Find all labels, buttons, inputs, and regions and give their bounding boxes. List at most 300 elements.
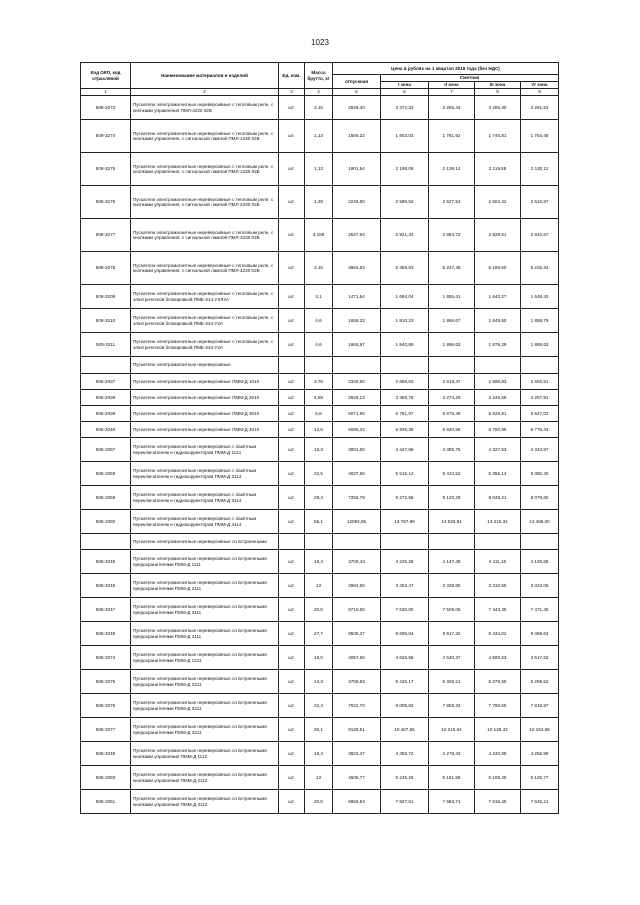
row-release: 3823,47 <box>333 742 381 766</box>
row-zone-2: 5 247,48 <box>429 252 475 285</box>
row-mass: 10,0 <box>305 646 333 670</box>
table-row <box>81 550 559 574</box>
row-zone-2: 1 655,41 <box>429 285 475 309</box>
row-zone-2: 6 840,56 <box>429 422 475 438</box>
row-zone-2: 5 151,58 <box>429 766 475 790</box>
row-zone-1 <box>381 534 429 550</box>
row-zone-2: 4 147,48 <box>429 550 475 574</box>
row-unit: шт. <box>279 694 305 718</box>
row-zone-3: 1 640,27 <box>475 285 521 309</box>
row-unit: шт. <box>279 96 305 120</box>
row-unit: шт. <box>279 333 305 357</box>
row-zone-1: 3 402,47 <box>381 574 429 598</box>
row-mass: 13 <box>305 574 333 598</box>
row-release: 4759,83 <box>333 670 381 694</box>
row-zone-3: 1 745,81 <box>475 120 521 153</box>
row-zone-1: 1 910,23 <box>381 309 429 333</box>
row-zone-4: 4 126,68 <box>521 550 559 574</box>
row-unit: шт. <box>279 598 305 622</box>
table-row <box>81 646 559 670</box>
row-unit: шт. <box>279 438 305 462</box>
row-zone-3: 2 828,61 <box>475 219 521 252</box>
row-code: 509-3345 <box>81 550 131 574</box>
row-code: 509-3376 <box>81 694 131 718</box>
row-zone-4: 3 257,91 <box>521 390 559 406</box>
row-unit: шт. <box>279 486 305 510</box>
row-zone-2: 1 896,63 <box>429 333 475 357</box>
row-zone-3: 4 240,98 <box>475 742 521 766</box>
column-number: 8 <box>475 89 521 96</box>
row-zone-2: 5 675,49 <box>429 406 475 422</box>
row-zone-3: 5 356,14 <box>475 462 521 486</box>
row-name: Пускатели электромагнитные нереверсивные со встроенными предохранителями ПММ-Д 4111 <box>131 622 279 646</box>
row-release: 2340,60 <box>333 374 381 390</box>
row-zone-3: 1 879,29 <box>475 333 521 357</box>
row-zone-3: 5 199,50 <box>475 252 521 285</box>
row-zone-1: 2 189,06 <box>381 153 429 186</box>
row-name: Пускатели электромагнитные нереверсивные со встроенными предохранителями ПММ-Д 3211 <box>131 694 279 718</box>
row-zone-3: 2 504,42 <box>475 186 521 219</box>
row-code: 509-3347 <box>81 598 131 622</box>
row-zone-2: 2 854,72 <box>429 219 475 252</box>
row-zone-2: 4 278,43 <box>429 742 475 766</box>
row-zone-3 <box>475 534 521 550</box>
row-mass: 27,7 <box>305 622 333 646</box>
row-unit <box>279 534 305 550</box>
row-unit: шт. <box>279 153 305 186</box>
row-zone-3: 13 415,34 <box>475 510 521 534</box>
row-mass: 3,76 <box>305 374 333 390</box>
row-zone-2: 1 761,92 <box>429 120 475 153</box>
table-header <box>81 63 559 96</box>
row-zone-3: 4 111,15 <box>475 550 521 574</box>
row-zone-1: 3 358,78 <box>381 390 429 406</box>
row-code: 509-3276 <box>81 186 131 219</box>
table-row <box>81 309 559 333</box>
table-row <box>81 766 559 790</box>
row-zone-1: 6 938,39 <box>381 422 429 438</box>
row-zone-3 <box>475 357 521 374</box>
table-row <box>81 120 559 153</box>
row-zone-4 <box>521 534 559 550</box>
row-name: Пускатели электромагнитные нереверсивные с тепловым реле, с кнопками управления ПМЛ-4220 02Б <box>131 96 279 120</box>
row-name: Пускатели электромагнитные нереверсивные со встроенными предохранителями ПММ-Д 3111 <box>131 598 279 622</box>
row-mass: 30,1 <box>305 718 333 742</box>
header-mass: Масса брутто, кг <box>305 63 333 89</box>
row-zone-3: 3 310,56 <box>475 574 521 598</box>
row-zone-1: 4 356,72 <box>381 742 429 766</box>
row-zone-4: 1 754,48 <box>521 120 559 153</box>
row-unit: шт. <box>279 790 305 814</box>
row-release: 6866,64 <box>333 790 381 814</box>
row-mass: 29,4 <box>305 486 333 510</box>
row-release: 2984,65 <box>333 574 381 598</box>
row-code: 509-3346 <box>81 574 131 598</box>
row-mass: 13,3 <box>305 438 333 462</box>
header-zone-1: I зона <box>381 82 429 89</box>
row-zone-4: 5 125,77 <box>521 766 559 790</box>
row-zone-4: 7 645,21 <box>521 790 559 814</box>
row-name: Пускатели электромагнитные нереверсивные со встроенными кнопками управления ПММ-Д 2112 <box>131 766 279 790</box>
table-row <box>81 422 559 438</box>
row-unit: шт. <box>279 285 305 309</box>
row-zone-2: 3 339,80 <box>429 574 475 598</box>
row-code: 509-3278 <box>81 252 131 285</box>
row-code: 509-3359 <box>81 486 131 510</box>
row-release: 2926,13 <box>333 390 381 406</box>
row-code: 509-3350 <box>81 766 131 790</box>
table-row <box>81 486 559 510</box>
row-code: 509-3348 <box>81 742 131 766</box>
row-zone-2 <box>429 534 475 550</box>
row-mass: 14,3 <box>305 670 333 694</box>
row-code <box>81 357 131 374</box>
row-unit: шт. <box>279 186 305 219</box>
row-mass: 20,6 <box>305 598 333 622</box>
row-mass: 4,6 <box>305 309 333 333</box>
row-mass: 1,13 <box>305 120 333 153</box>
row-name: Пускатели электромагнитные нереверсивные с тепловым реле, с кнопками управления, с сигнальной лампой ПМЛ-3230 02Б <box>131 219 279 252</box>
row-unit: шт. <box>279 742 305 766</box>
row-zone-2: 1 866,67 <box>429 309 475 333</box>
header-unit: Ед. изм. <box>279 63 305 89</box>
row-code: 509-3277 <box>81 219 131 252</box>
row-release: 7256,79 <box>333 486 381 510</box>
row-mass: 22,5 <box>305 462 333 486</box>
row-zone-1: 7 827,61 <box>381 790 429 814</box>
row-zone-2: 7 683,71 <box>429 790 475 814</box>
row-unit: шт. <box>279 766 305 790</box>
row-release: 1471,54 <box>333 285 381 309</box>
row-code: 509-3348 <box>81 622 131 646</box>
row-code: 509-3374 <box>81 646 131 670</box>
row-code: 509-3339 <box>81 406 131 422</box>
row-release: 2246,80 <box>333 186 381 219</box>
row-zone-1: 8 272,58 <box>381 486 429 510</box>
column-number: 9 <box>521 89 559 96</box>
row-zone-1: 3 372,33 <box>381 96 429 120</box>
row-zone-2: 4 385,75 <box>429 438 475 462</box>
column-number: 6 <box>381 89 429 96</box>
row-release: 7022,70 <box>333 694 381 718</box>
row-release: 6086,34 <box>333 422 381 438</box>
row-unit: шт. <box>279 120 305 153</box>
row-zone-4: 2 842,67 <box>521 219 559 252</box>
row-name: Пускатели электромагнитные нереверсивные ПММ-Д 2010 <box>131 390 279 406</box>
row-release: 2929,40 <box>333 96 381 120</box>
row-unit <box>279 357 305 374</box>
row-zone-4: 6 776,44 <box>521 422 559 438</box>
table-row <box>81 357 559 374</box>
row-release: 8505,27 <box>333 622 381 646</box>
row-zone-1: 2 688,63 <box>381 374 429 390</box>
column-number: 7 <box>429 89 475 96</box>
table-row <box>81 742 559 766</box>
row-mass: 1,29 <box>305 186 333 219</box>
row-zone-1: 7 630,00 <box>381 598 429 622</box>
row-unit: шт. <box>279 422 305 438</box>
row-release: 5071,95 <box>333 406 381 422</box>
row-unit: шт. <box>279 309 305 333</box>
row-mass: 55,1 <box>305 510 333 534</box>
row-zone-1: 4 447,68 <box>381 438 429 462</box>
row-name: Пускатели электромагнитные нереверсивные со встроенными предохранителями ПММ-Д 2111 <box>131 574 279 598</box>
row-name: Пускатели электромагнитные нереверсивные с тепловым реле, с кнопками управления, с сигнальной лампой ПМЛ-1230 02Б <box>131 120 279 153</box>
column-number: 3 <box>279 89 305 96</box>
row-zone-2: 5 413,52 <box>429 462 475 486</box>
row-release: 6710,58 <box>333 598 381 622</box>
row-mass: 10,4 <box>305 742 333 766</box>
column-number: 5 <box>333 89 381 96</box>
row-release: 3706,43 <box>333 550 381 574</box>
row-release: 4057,56 <box>333 646 381 670</box>
header-zone-3: III зона <box>475 82 521 89</box>
row-zone-2: 7 858,34 <box>429 694 475 718</box>
row-name: Пускатели электромагнитные нереверсивные со встроенными предохранителями ПММ-Д 1111 <box>131 550 279 574</box>
row-unit: шт. <box>279 510 305 534</box>
row-name: Пускатели электромагнитные нереверсивные со встроенными предохранителями ПММ-Д 4211 <box>131 718 279 742</box>
row-mass: 20,6 <box>305 790 333 814</box>
row-release: 4505,77 <box>333 766 381 790</box>
table-row <box>81 153 559 186</box>
row-unit: шт. <box>279 646 305 670</box>
row-unit: шт. <box>279 622 305 646</box>
row-release: 3901,60 <box>333 438 381 462</box>
table-row <box>81 406 559 422</box>
row-name: Пускатели электромагнитные нереверсивные со встроенными кнопками управления ПММ-Д 1112 <box>131 742 279 766</box>
row-mass: 10,4 <box>305 550 333 574</box>
row-zone-1: 1 803,03 <box>381 120 429 153</box>
row-mass: 22,4 <box>305 694 333 718</box>
row-code: 509-3337 <box>81 374 131 390</box>
row-zone-3: 7 789,55 <box>475 694 521 718</box>
table-row <box>81 534 559 550</box>
row-unit: шт. <box>279 550 305 574</box>
row-release: 4637,56 <box>333 462 381 486</box>
header-zone-4: IV зона <box>521 82 559 89</box>
row-zone-4: 5 299,52 <box>521 670 559 694</box>
row-name: Пускатели электромагнитные нереверсивные ПММ-Д 3010 <box>131 406 279 422</box>
row-zone-4: 3 323,06 <box>521 574 559 598</box>
row-mass: 3,16 <box>305 96 333 120</box>
table-row <box>81 219 559 252</box>
row-zone-3: 9 434,02 <box>475 622 521 646</box>
row-name: Пускатели электромагнитные нереверсивные со встроенными <box>131 534 279 550</box>
row-zone-1: 10 407,56 <box>381 718 429 742</box>
row-zone-4: 8 079,60 <box>521 486 559 510</box>
row-zone-4: 13 466,00 <box>521 510 559 534</box>
row-code: 509-3375 <box>81 670 131 694</box>
row-code: 509-3209 <box>81 285 131 309</box>
row-code <box>81 534 131 550</box>
row-zone-4: 2 606,51 <box>521 374 559 390</box>
row-zone-2: 13 533,91 <box>429 510 475 534</box>
row-name: Пускатели электромагнитные нереверсивные с тепловым реле, с кнопками управления, с сигнальной лампой ПМЛ-4230 02Б <box>131 252 279 285</box>
row-mass: 4,6 <box>305 333 333 357</box>
row-zone-4: 2 516,87 <box>521 186 559 219</box>
row-unit: шт. <box>279 574 305 598</box>
table-row <box>81 670 559 694</box>
row-zone-2: 2 527,54 <box>429 186 475 219</box>
row-code: 509-3338 <box>81 390 131 406</box>
row-zone-4: 10 164,68 <box>521 718 559 742</box>
table-row <box>81 186 559 219</box>
column-number: 2 <box>131 89 279 96</box>
row-zone-2: 9 517,32 <box>429 622 475 646</box>
table-row <box>81 438 559 462</box>
row-zone-1: 4 626,58 <box>381 646 429 670</box>
row-name: Пускатели электромагнитные нереверсивные с пакетным переключателем и гидрокорректором ПММ-Д 2114 <box>131 462 279 486</box>
row-zone-4: 1 648,43 <box>521 285 559 309</box>
row-name: Пускатели электромагнитные нереверсивные с тепловым реле, с электрической блокировкой ПМЕ-234 У2А <box>131 333 279 357</box>
row-zone-1: 2 921,34 <box>381 219 429 252</box>
row-zone-3: 7 443,35 <box>475 598 521 622</box>
table-body <box>81 96 559 814</box>
row-zone-4: 7 818,97 <box>521 694 559 718</box>
row-zone-3: 5 106,49 <box>475 766 521 790</box>
header-release: отпускная <box>333 75 381 89</box>
row-zone-2 <box>429 357 475 374</box>
row-unit: шт. <box>279 390 305 406</box>
row-release: 1659,33 <box>333 309 381 333</box>
row-zone-4: 4 517,62 <box>521 646 559 670</box>
row-zone-2: 5 326,21 <box>429 670 475 694</box>
row-zone-3: 3 265,30 <box>475 96 521 120</box>
row-zone-2: 2 619,47 <box>429 374 475 390</box>
row-zone-3: 4 327,53 <box>475 438 521 462</box>
table-row <box>81 374 559 390</box>
row-code: 509-3357 <box>81 438 131 462</box>
row-unit: шт. <box>279 462 305 486</box>
row-mass <box>305 534 333 550</box>
row-zone-4: 2 130,11 <box>521 153 559 186</box>
row-zone-1: 5 761,97 <box>381 406 429 422</box>
row-release: 1566,22 <box>333 120 381 153</box>
row-zone-3: 2 119,58 <box>475 153 521 186</box>
table-row <box>81 574 559 598</box>
row-name: Пускатели электромагнитные нереверсивные с тепловым реле, с кнопками управления, с сигнальной лампой ПМЛ-1230 02Б <box>131 153 279 186</box>
row-zone-4: 1 858,79 <box>521 309 559 333</box>
row-release: 1665,97 <box>333 333 381 357</box>
table-row <box>81 462 559 486</box>
row-zone-1: 5 369,93 <box>381 252 429 285</box>
row-code: 509-3360 <box>81 510 131 534</box>
row-zone-1 <box>381 357 429 374</box>
row-code: 509-3377 <box>81 718 131 742</box>
row-zone-1: 13 767,89 <box>381 510 429 534</box>
table-row <box>81 285 559 309</box>
row-mass <box>305 357 333 374</box>
row-zone-4: 5 380,40 <box>521 462 559 486</box>
row-release: 9128,51 <box>333 718 381 742</box>
price-table <box>80 62 559 814</box>
row-zone-3: 4 500,63 <box>475 646 521 670</box>
row-release: 4664,83 <box>333 252 381 285</box>
row-code: 509-3211 <box>81 333 131 357</box>
row-name: Пускатели электромагнитные нереверсивные с пакетным переключателем и гидрокорректором ПММ-Д 1114 <box>131 438 279 462</box>
row-release <box>333 357 381 374</box>
row-zone-1: 5 426,17 <box>381 670 429 694</box>
table-row <box>81 333 559 357</box>
row-zone-4 <box>521 357 559 374</box>
row-name: Пускатели электромагнитные нереверсивные со встроенными предохранителями ПММ-Д 1211 <box>131 646 279 670</box>
row-release <box>333 534 381 550</box>
table-row <box>81 718 559 742</box>
row-name: Пускатели электромагнитные нереверсивные с пакетным переключателем и гидрокорректором ПММ-Д 3114 <box>131 486 279 510</box>
row-mass: 4,58 <box>305 390 333 406</box>
row-zone-3: 10 126,42 <box>475 718 521 742</box>
row-unit: шт. <box>279 374 305 390</box>
column-number-row <box>81 89 559 96</box>
row-zone-1: 5 515,12 <box>381 462 429 486</box>
row-release: 2537,64 <box>333 219 381 252</box>
row-mass: 1,13 <box>305 153 333 186</box>
row-mass: 8,8 <box>305 406 333 422</box>
row-zone-1: 5 246,26 <box>381 766 429 790</box>
row-zone-1: 1 940,89 <box>381 333 429 357</box>
row-mass: 3,1 <box>305 285 333 309</box>
row-name: Пускатели электромагнитные нереверсивные с пакетным переключателем и гидрокорректором ПММ-Д 4114 <box>131 510 279 534</box>
row-name: Пускатели электромагнитные нереверсивные со встроенными кнопками управления ПММ-Д 3112 <box>131 790 279 814</box>
header-estimate: Сметная <box>381 75 559 82</box>
table-row <box>81 622 559 646</box>
row-mass: 13 <box>305 766 333 790</box>
row-zone-4: 5 647,03 <box>521 406 559 422</box>
column-number: 4 <box>305 89 333 96</box>
row-zone-4: 4 256,99 <box>521 742 559 766</box>
row-zone-2: 4 540,37 <box>429 646 475 670</box>
row-unit: шт. <box>279 406 305 422</box>
table-row <box>81 510 559 534</box>
row-zone-4: 3 281,53 <box>521 96 559 120</box>
row-name: Пускатели электромагнитные нереверсивные <box>131 357 279 374</box>
row-name: Пускатели электромагнитные нереверсивные с тепловым реле, с кнопками управления, с сигнальной лампой ПМЛ-2230 02Б <box>131 186 279 219</box>
table-row <box>81 252 559 285</box>
table-row <box>81 96 559 120</box>
row-zone-1: 9 695,84 <box>381 622 429 646</box>
row-mass: 3,158 <box>305 219 333 252</box>
row-zone-2: 3 274,29 <box>429 390 475 406</box>
row-zone-1: 4 225,29 <box>381 550 429 574</box>
row-zone-3: 5 279,59 <box>475 670 521 694</box>
row-zone-4: 7 471,45 <box>521 598 559 622</box>
row-name: Пускатели электромагнитные нереверсивные с тепловым реле, с электрической блокировкой ПМЕ-224 У2А <box>131 309 279 333</box>
column-number: 1 <box>81 89 131 96</box>
row-zone-4: 1 888,63 <box>521 333 559 357</box>
row-unit: шт. <box>279 718 305 742</box>
row-zone-3: 6 760,95 <box>475 422 521 438</box>
table-row <box>81 598 559 622</box>
row-release: 1901,54 <box>333 153 381 186</box>
row-zone-3: 2 596,83 <box>475 374 521 390</box>
page-number: 1023 <box>311 38 329 47</box>
row-release: 12094,65 <box>333 510 381 534</box>
table-row <box>81 694 559 718</box>
row-code: 509-3351 <box>81 790 131 814</box>
row-name: Пускатели электромагнитные нереверсивные со встроенными предохранителями ПММ-Д 2211 <box>131 670 279 694</box>
row-code: 509-3210 <box>81 309 131 333</box>
row-code: 509-3340 <box>81 422 131 438</box>
table-row <box>81 790 559 814</box>
header-price-group: Цена в рублях на 1 квартал 2016 года (без НДС) <box>333 63 559 75</box>
header-code: Код ОКП, код отраслевой <box>81 63 131 89</box>
table-row <box>81 390 559 406</box>
header-name: Наименование материалов и изделий <box>131 63 279 89</box>
row-unit: шт. <box>279 252 305 285</box>
row-code: 509-3273 <box>81 96 131 120</box>
header-zone-2: II зона <box>429 82 475 89</box>
row-zone-1: 1 694,04 <box>381 285 429 309</box>
